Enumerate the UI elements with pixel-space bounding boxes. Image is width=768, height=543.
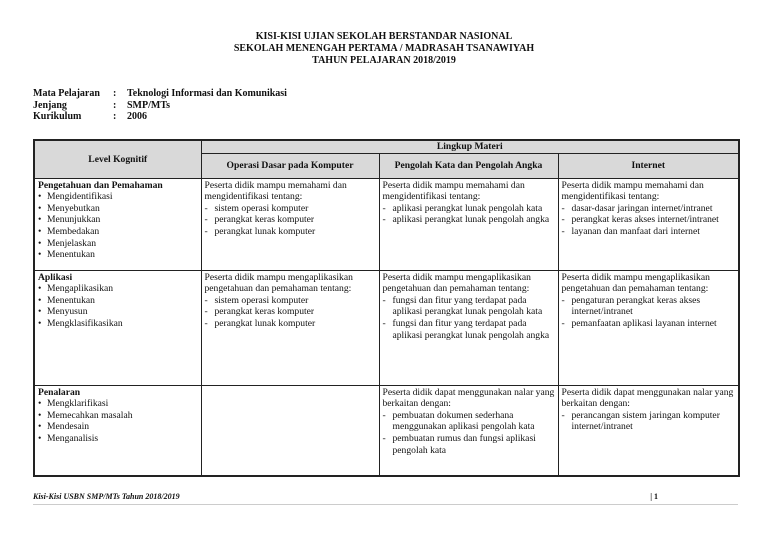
cell-intro: Peserta didik dapat menggunakan nalar yang berkaitan dengan:	[382, 386, 555, 410]
cell-item: - fungsi dan fitur yang terdapat pada aplikasi perangkat lunak pengolah kata	[383, 295, 555, 318]
cell-item: - perangkat keras komputer	[205, 214, 376, 226]
materi-cell	[201, 385, 379, 476]
cell-intro: Peserta didik mampu mengaplikasikan pengetahuan dan pemahaman tentang:	[561, 271, 710, 295]
level-verb: • Menentukan	[38, 295, 198, 307]
level-verb: • Menunjukkan	[38, 214, 198, 226]
materi-cell	[379, 178, 558, 270]
doc-title-line1: KISI-KISI UJIAN SEKOLAH BERSTANDAR NASIONAL	[255, 31, 513, 42]
level-verb: • Membedakan	[38, 226, 198, 238]
cell-item: - dasar-dasar jaringan internet/intranet	[562, 203, 736, 215]
level-verb: • Mengaplikasikan	[38, 283, 198, 295]
info-row-subject	[33, 88, 287, 100]
info-row-curriculum	[33, 111, 287, 123]
materi-cell	[558, 178, 739, 270]
materi-cell	[558, 270, 739, 385]
info-label: Kurikulum	[33, 111, 82, 122]
level-title: Pengetahuan dan Pemahaman	[38, 179, 163, 191]
doc-title-line2: SEKOLAH MENENGAH PERTAMA / MADRASAH TSANAWIYAH	[233, 43, 535, 54]
cell-intro: Peserta didik mampu memahami dan mengidentifikasi tentang:	[561, 179, 704, 203]
page-number: | 1	[650, 492, 658, 501]
info-value: 2006	[127, 111, 147, 122]
cell-item: - perangkat keras akses internet/intranet	[562, 214, 736, 226]
level-cell	[34, 178, 201, 270]
level-verb: • Mengklarifikasi	[38, 398, 198, 410]
cell-item: - pengaturan perangkat keras akses internet/intranet	[562, 295, 736, 318]
materi-cell	[379, 270, 558, 385]
level-verb: • Mengidentifikasi	[38, 191, 198, 203]
info-value: Teknologi Informasi dan Komunikasi	[127, 88, 287, 99]
column-header: Operasi Dasar pada Komputer	[201, 153, 379, 178]
table-row	[34, 178, 739, 270]
column-header: Internet	[558, 153, 739, 178]
level-verb: • Menganalisis	[38, 433, 198, 445]
cell-intro: Peserta didik dapat menggunakan nalar yang berkaitan dengan:	[561, 386, 734, 410]
group-header: Lingkup Materi	[201, 140, 739, 153]
cell-item: - fungsi dan fitur yang terdapat pada aplikasi perangkat lunak pengolah angka	[383, 318, 555, 341]
level-verb: • Mengklasifikasikan	[38, 318, 198, 330]
page-footer	[33, 492, 738, 505]
info-sep: :	[113, 99, 117, 111]
cell-intro: Peserta didik mampu mengaplikasikan pengetahuan dan pemahaman tentang:	[382, 271, 531, 295]
info-label: Mata Pelajaran	[33, 88, 100, 99]
level-verb: • Menyebutkan	[38, 203, 198, 215]
info-value: SMP/MTs	[127, 99, 170, 111]
materi-cell	[558, 385, 739, 476]
level-title: Penalaran	[38, 386, 81, 398]
materi-cell	[201, 178, 379, 270]
level-verb: • Menyusun	[38, 306, 198, 318]
level-verb: • Menentukan	[38, 249, 198, 261]
cell-item: - pembuatan rumus dan fungsi aplikasi pengolah kata	[383, 433, 555, 456]
column-header: Pengolah Kata dan Pengolah Angka	[379, 153, 558, 178]
level-verb: • Mendesain	[38, 421, 198, 433]
cell-intro: Peserta didik mampu mengaplikasikan pengetahuan dan pemahaman tentang:	[204, 271, 353, 295]
cell-item: - aplikasi perangkat lunak pengolah angka	[383, 214, 555, 226]
table-row	[34, 385, 739, 476]
level-verb: • Memecahkan masalah	[38, 410, 198, 422]
info-sep: :	[113, 111, 117, 122]
cell-item: - sistem operasi komputer	[205, 295, 376, 307]
cell-intro: Peserta didik mampu memahami dan mengidentifikasi tentang:	[382, 179, 525, 203]
cell-item: - pembuatan dokumen sederhana menggunakan aplikasi pengolah kata	[383, 410, 555, 433]
info-row-level	[33, 100, 287, 112]
cell-item: - pemanfaatan aplikasi layanan internet	[562, 318, 736, 330]
kisi-kisi-table	[33, 139, 740, 477]
subject-info	[33, 88, 287, 123]
cell-item: - perangkat keras komputer	[205, 306, 376, 318]
level-cell	[34, 385, 201, 476]
info-label: Jenjang	[33, 99, 67, 111]
cell-item: - layanan dan manfaat dari internet	[562, 226, 736, 238]
cell-item: - aplikasi perangkat lunak pengolah kata	[383, 203, 555, 215]
cell-item: - sistem operasi komputer	[205, 203, 376, 215]
level-header: Level Kognitif	[34, 140, 201, 178]
doc-title-line3: TAHUN PELAJARAN 2018/2019	[312, 55, 456, 66]
level-cell	[34, 270, 201, 385]
cell-item: - perangkat lunak komputer	[205, 318, 376, 330]
cell-item: - perangkat lunak komputer	[205, 226, 376, 238]
cell-intro: Peserta didik mampu memahami dan mengidentifikasi tentang:	[204, 179, 347, 203]
cell-item: - perancangan sistem jaringan komputer internet/intranet	[562, 410, 736, 433]
materi-cell	[201, 270, 379, 385]
footer-text: Kisi-Kisi USBN SMP/MTs Tahun 2018/2019	[33, 492, 180, 501]
materi-cell	[379, 385, 558, 476]
info-sep: :	[113, 88, 117, 99]
table-row	[34, 270, 739, 385]
level-title: Aplikasi	[38, 271, 73, 283]
level-verb: • Menjelaskan	[38, 238, 198, 250]
